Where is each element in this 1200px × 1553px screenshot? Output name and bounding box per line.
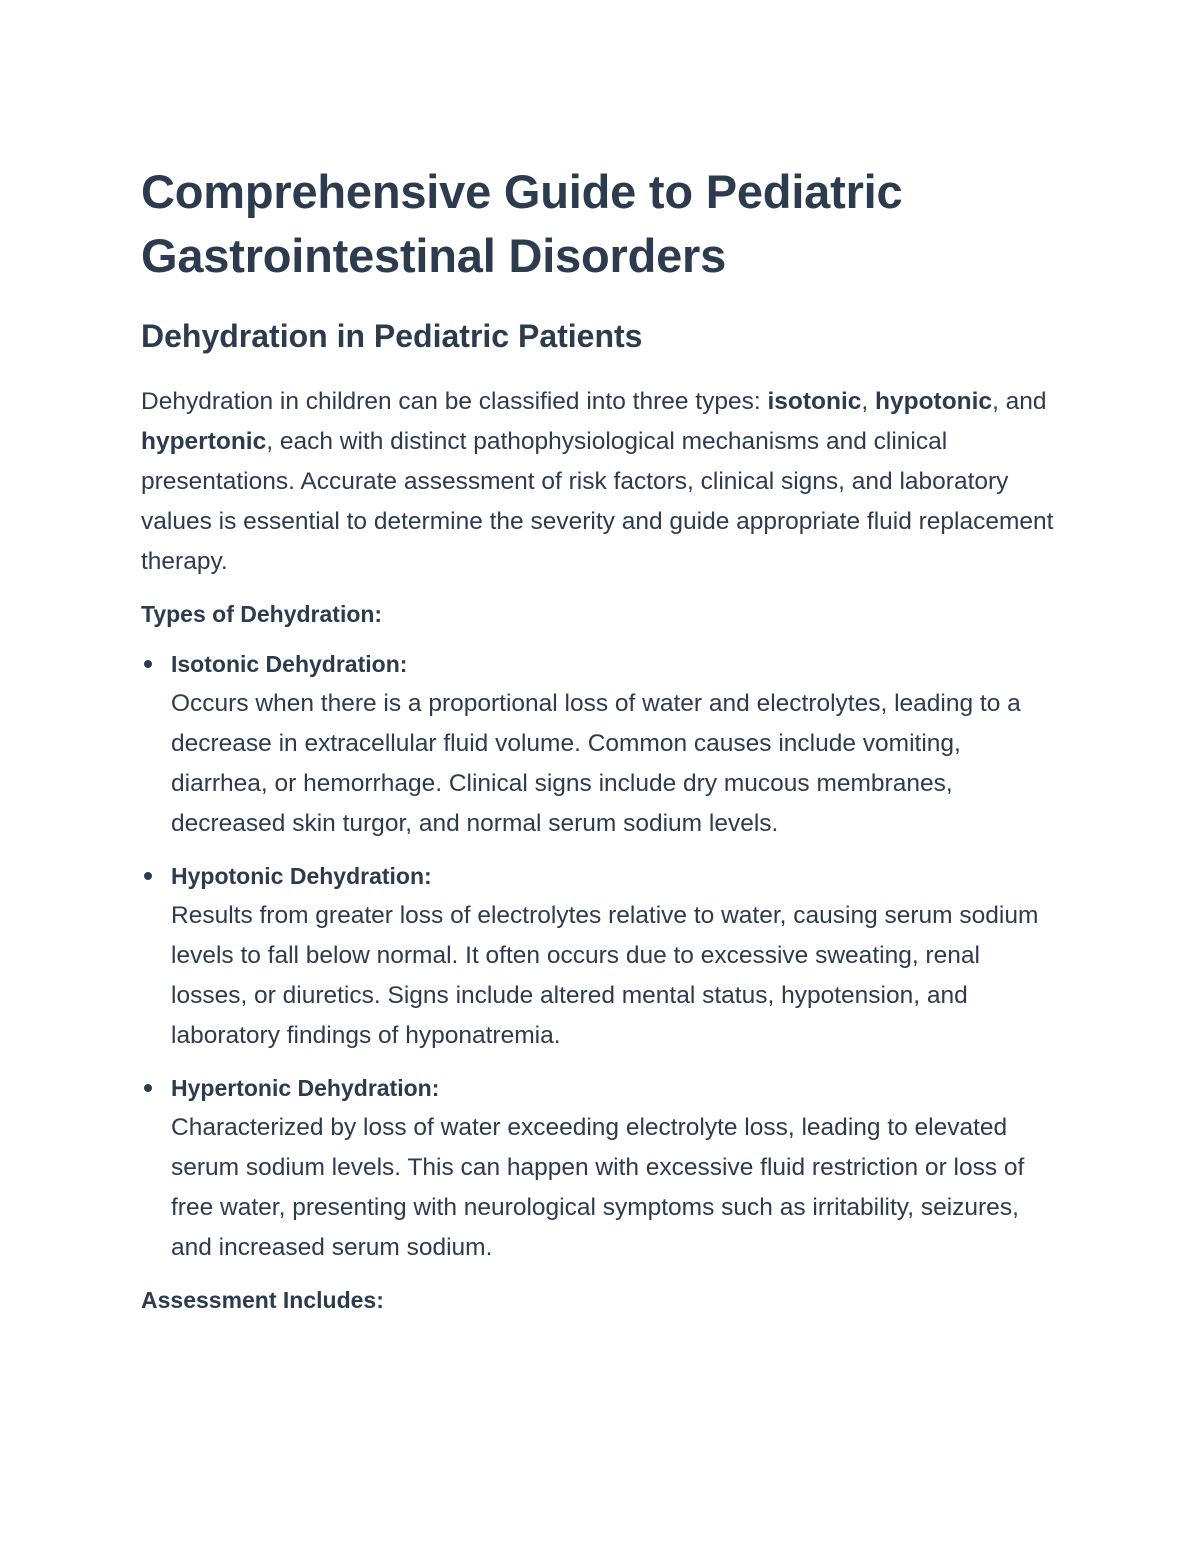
- type-title: Hypotonic Dehydration:: [171, 863, 432, 889]
- intro-bold-hypertonic: hypertonic: [141, 428, 267, 455]
- type-description: Results from greater loss of electrolytes relative to water, causing serum sodium levels to fall below normal. It often occurs due to excessive sweating, renal losses, or diuretics. Signs include altered mental status, hypotension, and laboratory findings of hyponatremia.: [171, 902, 1039, 1049]
- type-title: Hypertonic Dehydration:: [171, 1075, 440, 1101]
- type-description: Characterized by loss of water exceeding electrolyte loss, leading to elevated serum sodium levels. This can happen with excessive fluid restriction or loss of free water, presenting with neurological symptoms such as irritability, seizures, and increased serum sodium.: [171, 1114, 1025, 1261]
- bullet-icon: [144, 872, 152, 880]
- document-page: [141, 160, 1061, 1320]
- types-list: [141, 644, 1061, 1268]
- list-item: [141, 856, 1061, 1056]
- assessment-label: Assessment Includes:: [141, 1287, 384, 1313]
- bullet-icon: [144, 660, 152, 668]
- intro-bold-hypotonic: hypotonic: [875, 388, 993, 415]
- intro-paragraph: [141, 382, 1061, 582]
- intro-text: , each with distinct pathophysiological mechanisms and clinical presentations. Accurate assessment of risk factors, clinical signs, and laboratory values is essential to determine the severity and guide appropriate fluid replacement therapy.: [141, 428, 1054, 575]
- intro-text: ,: [861, 388, 876, 415]
- intro-bold-isotonic: isotonic: [767, 388, 862, 415]
- list-item: [141, 644, 1061, 844]
- intro-text: Dehydration in children can be classified into three types:: [141, 388, 768, 415]
- intro-text: , and: [992, 388, 1047, 415]
- type-description: Occurs when there is a proportional loss of water and electrolytes, leading to a decrease in extracellular fluid volume. Common causes include vomiting, diarrhea, or hemorrhage. Clinical signs include dry mucous membranes, decreased skin turgor, and normal serum sodium levels.: [171, 690, 1021, 837]
- type-title: Isotonic Dehydration:: [171, 651, 408, 677]
- list-item: [141, 1068, 1061, 1268]
- section-heading: Dehydration in Pediatric Patients: [141, 318, 643, 354]
- document-title: Comprehensive Guide to Pediatric Gastrointestinal Disorders: [141, 165, 903, 282]
- bullet-icon: [144, 1084, 152, 1092]
- types-label: Types of Dehydration:: [141, 601, 383, 627]
